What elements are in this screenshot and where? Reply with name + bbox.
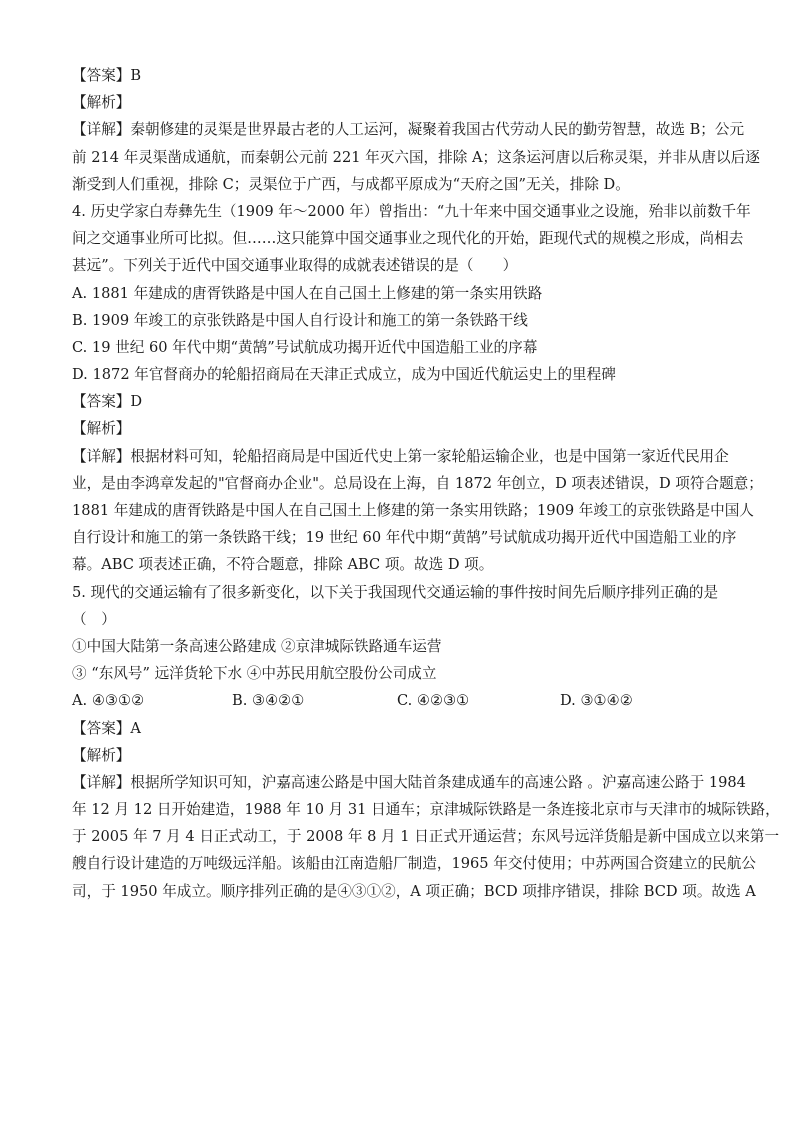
explanation-q4-line4: 自行设计和施工的第一条铁路干线；19 世纪 60 年代中期“黄鹄”号试航成功揭开近代中国造船工业的序	[72, 529, 737, 547]
question-4-option-a: A. 1881 年建成的唐胥铁路是中国人在自己国土上修建的第一条实用铁路	[72, 284, 543, 302]
question-5-option-a: A. ④③①②	[72, 692, 145, 710]
question-4-line3: 甚远”。下列关于近代中国交通事业取得的成就表述错误的是（ ）	[72, 257, 518, 275]
question-5-items-1-2: ①中国大陆第一条高速公路建成 ②京津城际铁路通车运营	[72, 637, 442, 655]
explanation-q3-line3: 渐受到人们重视，排除 C；灵渠位于广西，与成都平原成为“天府之国”无关，排除 D。	[72, 175, 630, 193]
explanation-q3-line1: 【详解】秦朝修建的灵渠是世界最古老的人工运河，凝聚着我国古代劳动人民的勤劳智慧，故选 B；公元	[72, 121, 745, 139]
explanation-q4-line5: 幕。ABC 项表述正确，不符合题意，排除 ABC 项。故选 D 项。	[72, 556, 494, 574]
analysis-label-q4: 【解析】	[72, 420, 131, 438]
analysis-label-q3: 【解析】	[72, 94, 131, 112]
explanation-q5-line1: 【详解】根据所学知识可知，沪嘉高速公路是中国大陆首条建成通车的高速公路 。沪嘉高速公路于 1984	[72, 773, 746, 791]
question-4-line1: 4. 历史学家白寿彝先生（1909 年～2000 年）曾指出：“九十年来中国交通事业之设施，殆非以前数千年	[72, 202, 751, 220]
analysis-label-q5: 【解析】	[72, 746, 131, 764]
explanation-q5-line4: 艘自行设计建造的万吨级远洋船。该船由江南造船厂制造，1965 年交付使用；中苏两国合资建立的民航公	[72, 855, 756, 873]
question-5-option-b: B. ③④②①	[232, 692, 305, 710]
explanation-q5-line3: 于 2005 年 7 月 4 日正式动工，于 2008 年 8 月 1 日正式开通运营；东风号远洋货船是新中国成立以来第一	[72, 828, 780, 846]
question-4-option-b: B. 1909 年竣工的京张铁路是中国人自行设计和施工的第一条铁路干线	[72, 311, 528, 329]
explanation-q5-line2: 年 12 月 12 日开始建造，1988 年 10 月 31 日通车；京津城际铁路是一条连接北京市与天津市的城际铁路，	[72, 801, 780, 819]
explanation-q4-line1: 【详解】根据材料可知，轮船招商局是中国近代史上第一家轮船运输企业，也是中国第一家近代民用企	[72, 447, 729, 465]
question-4-option-c: C. 19 世纪 60 年代中期“黄鹄”号试航成功揭开近代中国造船工业的序幕	[72, 338, 538, 356]
question-5-line2: （ ）	[72, 610, 116, 628]
question-5-option-c: C. ④②③①	[397, 692, 470, 710]
question-5-options	[72, 687, 724, 714]
answer-label-q4: 【答案】D	[72, 393, 143, 411]
explanation-q4-line2: 业，是由李鸿章发起的"官督商办企业"。总局设在上海，自 1872 年创立，D 项表述错误，D 项符合题意；	[72, 474, 763, 492]
question-5-line1: 5. 现代的交通运输有了很多新变化，以下关于我国现代交通运输的事件按时间先后顺序排列正确的是	[72, 583, 719, 601]
explanation-q5-line5: 司，于 1950 年成立。顺序排列正确的是④③①②，A 项正确；BCD 项排序错误，排除 BCD 项。故选 A	[72, 882, 756, 900]
document-page	[72, 62, 780, 905]
question-4-line2: 间之交通事业所可比拟。但……这只能算中国交通事业之现代化的开始，距现代式的规模之形成，尚相去	[72, 230, 744, 248]
explanation-q4-line3: 1881 年建成的唐胥铁路是中国人在自己国土上修建的第一条实用铁路；1909 年竣工的京张铁路是中国人	[72, 502, 754, 519]
answer-label-q5: 【答案】A	[72, 719, 141, 737]
answer-label-q3: 【答案】B	[72, 67, 142, 84]
question-5-items-3-4: ③ “东风号” 远洋货轮下水 ④中苏民用航空股份公司成立	[72, 665, 437, 683]
question-4-option-d: D. 1872 年官督商办的轮船招商局在天津正式成立，成为中国近代航运史上的里程碑	[72, 366, 616, 384]
question-5-option-d: D. ③①④②	[560, 692, 633, 710]
explanation-q3-line2: 前 214 年灵渠凿成通航，而秦朝公元前 221 年灭六国，排除 A；这条运河唐以后称灵渠，并非从唐以后逐	[72, 148, 760, 166]
